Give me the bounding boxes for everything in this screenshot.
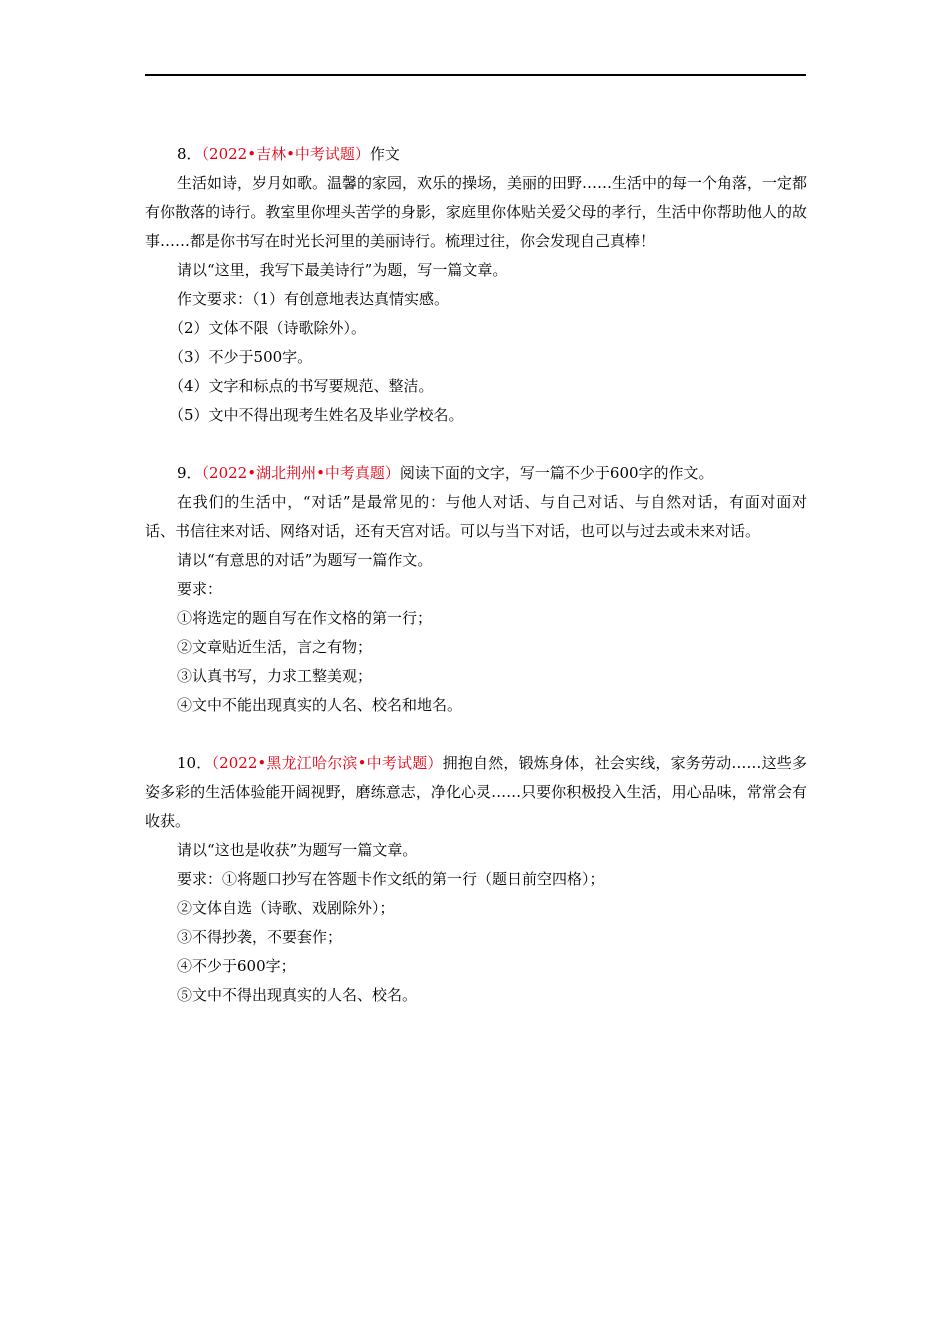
question-heading (145, 140, 807, 169)
question-number: 10． (177, 754, 212, 772)
document-body (145, 140, 807, 1039)
requirement-item: （5）文中不得出现考生姓名及毕业学校名。 (169, 406, 464, 424)
requirements-intro: 要求： (177, 580, 223, 598)
requirement-item: ③认真书写，力求工整美观； (177, 667, 373, 685)
question-number: 9． (177, 464, 202, 482)
question-source: （2022•湖北荆州•中考真题） (201, 464, 400, 482)
question-9 (145, 459, 807, 720)
requirements-intro: 要求：①将题口抄写在答题卡作文纸的第一行（题日前空四格）； (177, 870, 605, 888)
requirement-item: ①将选定的题自写在作文格的第一行； (177, 609, 433, 627)
requirement-item: ③不得抄袭，不要套作； (177, 928, 343, 946)
question-heading (145, 459, 807, 488)
question-number: 8． (177, 145, 202, 163)
requirements-intro: 作文要求：（1）有创意地表达真情实感。 (177, 290, 450, 308)
requirement-item: （3）不少于500字。 (169, 348, 313, 366)
requirement-item: ⑤文中不得出现真实的人名、校名。 (177, 986, 418, 1004)
requirement-item: ②文章贴近生活，言之有物； (177, 638, 373, 656)
question-prompt: 作文 (369, 145, 400, 163)
question-prompt: 阅读下面的文字，写一篇不少于600字的作文。 (399, 464, 714, 482)
requirement-item: ④不少于600字； (177, 957, 296, 975)
question-heading (145, 749, 807, 836)
question-source: （2022•黑龙江哈尔滨•中考试题） (211, 754, 443, 772)
question-paragraph: 请以“有意思的对话”为题写一篇作文。 (177, 551, 433, 569)
question-prompt: 拥抱自然，锻炼身体，社会实线，家务劳动……这些多姿多彩的生活体验能开阔视野，磨练意志，净化心灵……只要你积极投入生活，用心品味，常常会有收获。 (145, 754, 807, 830)
question-paragraph: 生活如诗，岁月如歌。温馨的家园，欢乐的操场，美丽的田野……生活中的每一个角落，一定都有你散落的诗行。教室里你埋头苦学的身影，家庭里你体贴关爱父母的孝行，生活中你帮助他人的故事……都是你书写在时光长河里的美丽诗行。梳理过往，你会发现自己真棒！ (145, 174, 808, 250)
question-source: （2022•吉林•中考试题） (201, 145, 370, 163)
requirement-item: （4）文字和标点的书写要规范、整洁。 (169, 377, 434, 395)
question-paragraph: 请以“这里，我写下最美诗行”为题，写一篇文章。 (177, 261, 508, 279)
question-8 (145, 140, 807, 430)
header-rule (145, 74, 806, 76)
question-10 (145, 749, 807, 1010)
requirement-item: ②文体自选（诗歌、戏剧除外）； (177, 899, 395, 917)
requirement-item: ④文中不能出现真实的人名、校名和地名。 (177, 696, 463, 714)
question-paragraph: 在我们的生活中，“对话”是最常见的：与他人对话、与自己对话、与自然对话，有面对面对话、书信往来对话、网络对话，还有天宫对话。可以与当下对话，也可以与过去或未来对话。 (145, 493, 807, 540)
requirement-item: （2）文体不限（诗歌除外）。 (169, 319, 367, 337)
question-paragraph: 请以“这也是收获”为题写一篇文章。 (177, 841, 418, 859)
